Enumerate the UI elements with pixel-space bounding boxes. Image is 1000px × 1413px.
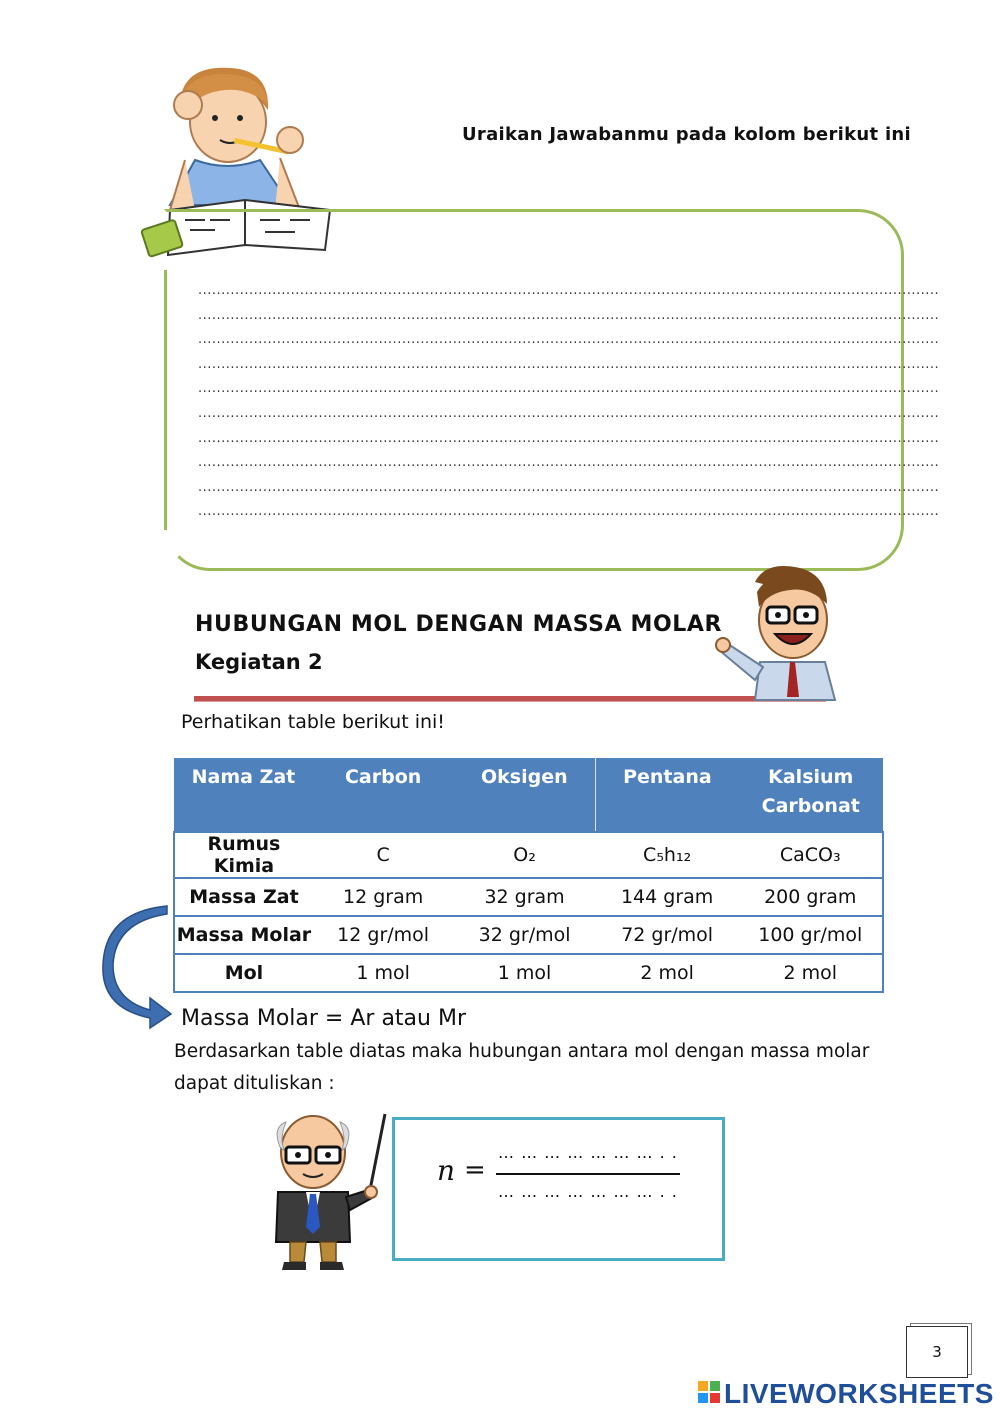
answer-line[interactable]: ................................................................................................................................................................ — [198, 283, 940, 298]
answer-line[interactable]: ................................................................................................................................................................ — [198, 332, 940, 348]
table-header-cell: Nama Zat — [174, 758, 313, 832]
equation-denominator-blank[interactable]: … … … … … … … . . — [498, 1182, 678, 1201]
table-cell: CaCO₃ — [739, 832, 884, 878]
table-header-cell: Oksigen — [453, 758, 595, 832]
molar-mass-note: Massa Molar = Ar atau Mr — [181, 1006, 467, 1031]
table-header-cell: Kalsium Carbonat — [739, 758, 884, 832]
table-cell: 200 gram — [739, 878, 884, 916]
liveworksheets-logo-icon — [698, 1381, 720, 1405]
table-cell: 100 gr/mol — [739, 916, 884, 954]
answer-line[interactable]: ................................................................................................................................................................ — [198, 381, 940, 397]
answer-lines[interactable] — [198, 279, 940, 525]
table-cell: 72 gr/mol — [596, 916, 739, 954]
instruction-text: Uraikan Jawabanmu pada kolom berikut ini — [462, 124, 912, 145]
table-row-label: Rumus Kimia — [174, 832, 313, 878]
curved-arrow-icon — [105, 910, 175, 1030]
equation-equals: = — [464, 1155, 486, 1185]
liveworksheets-watermark[interactable]: LIVEWORKSHEETS — [724, 1378, 994, 1409]
table-header-cell: Carbon — [313, 758, 453, 832]
table-cell: 1 mol — [453, 954, 595, 992]
answer-line[interactable]: ................................................................................................................................................................ — [198, 356, 940, 372]
table-cell: 32 gram — [453, 878, 595, 916]
table-row — [174, 878, 883, 916]
table-row-label: Massa Molar — [174, 916, 313, 954]
fraction-bar — [496, 1173, 680, 1175]
table-cell: 12 gram — [313, 878, 453, 916]
answer-box-left-edge — [164, 270, 167, 530]
table-cell: 2 mol — [739, 954, 884, 992]
table-intro-text: Perhatikan table berikut ini! — [181, 711, 445, 733]
table-row-label: Mol — [174, 954, 313, 992]
table-row-label: Massa Zat — [174, 878, 313, 916]
mol-data-table — [173, 758, 884, 993]
answer-line[interactable]: ................................................................................................................................................................ — [198, 504, 940, 520]
answer-line[interactable]: ................................................................................................................................................................ — [198, 455, 940, 471]
table-cell: O₂ — [453, 832, 595, 878]
answer-line[interactable]: ................................................................................................................................................................ — [198, 430, 940, 446]
teacher-pointing-illustration — [715, 562, 840, 700]
equation-symbol: n — [437, 1154, 456, 1187]
answer-line[interactable]: ................................................................................................................................................................ — [198, 405, 940, 421]
table-cell: C — [313, 832, 453, 878]
equation-numerator-blank[interactable]: … … … … … … … . . — [498, 1143, 678, 1162]
page-number: 3 — [906, 1326, 968, 1378]
table-cell: C₅h₁₂ — [596, 832, 739, 878]
answer-line[interactable]: ................................................................................................................................................................ — [198, 479, 940, 495]
section-title: HUBUNGAN MOL DENGAN MASSA MOLAR — [195, 612, 723, 637]
table-row — [174, 916, 883, 954]
page-number-box — [906, 1326, 968, 1378]
table-cell: 32 gr/mol — [453, 916, 595, 954]
table-cell: 12 gr/mol — [313, 916, 453, 954]
answer-line[interactable]: ................................................................................................................................................................ — [198, 307, 940, 323]
section-subtitle: Kegiatan 2 — [195, 650, 323, 674]
table-cell: 144 gram — [596, 878, 739, 916]
table-header-row — [174, 758, 883, 832]
professor-pointer-illustration — [268, 1112, 393, 1272]
table-cell: 2 mol — [596, 954, 739, 992]
table-row — [174, 954, 883, 992]
table-header-cell: Pentana — [596, 758, 739, 832]
table-row — [174, 832, 883, 878]
table-cell: 1 mol — [313, 954, 453, 992]
relationship-paragraph: Berdasarkan table diatas maka hubungan antara mol dengan massa molar dapat dituliskan : — [174, 1041, 870, 1094]
